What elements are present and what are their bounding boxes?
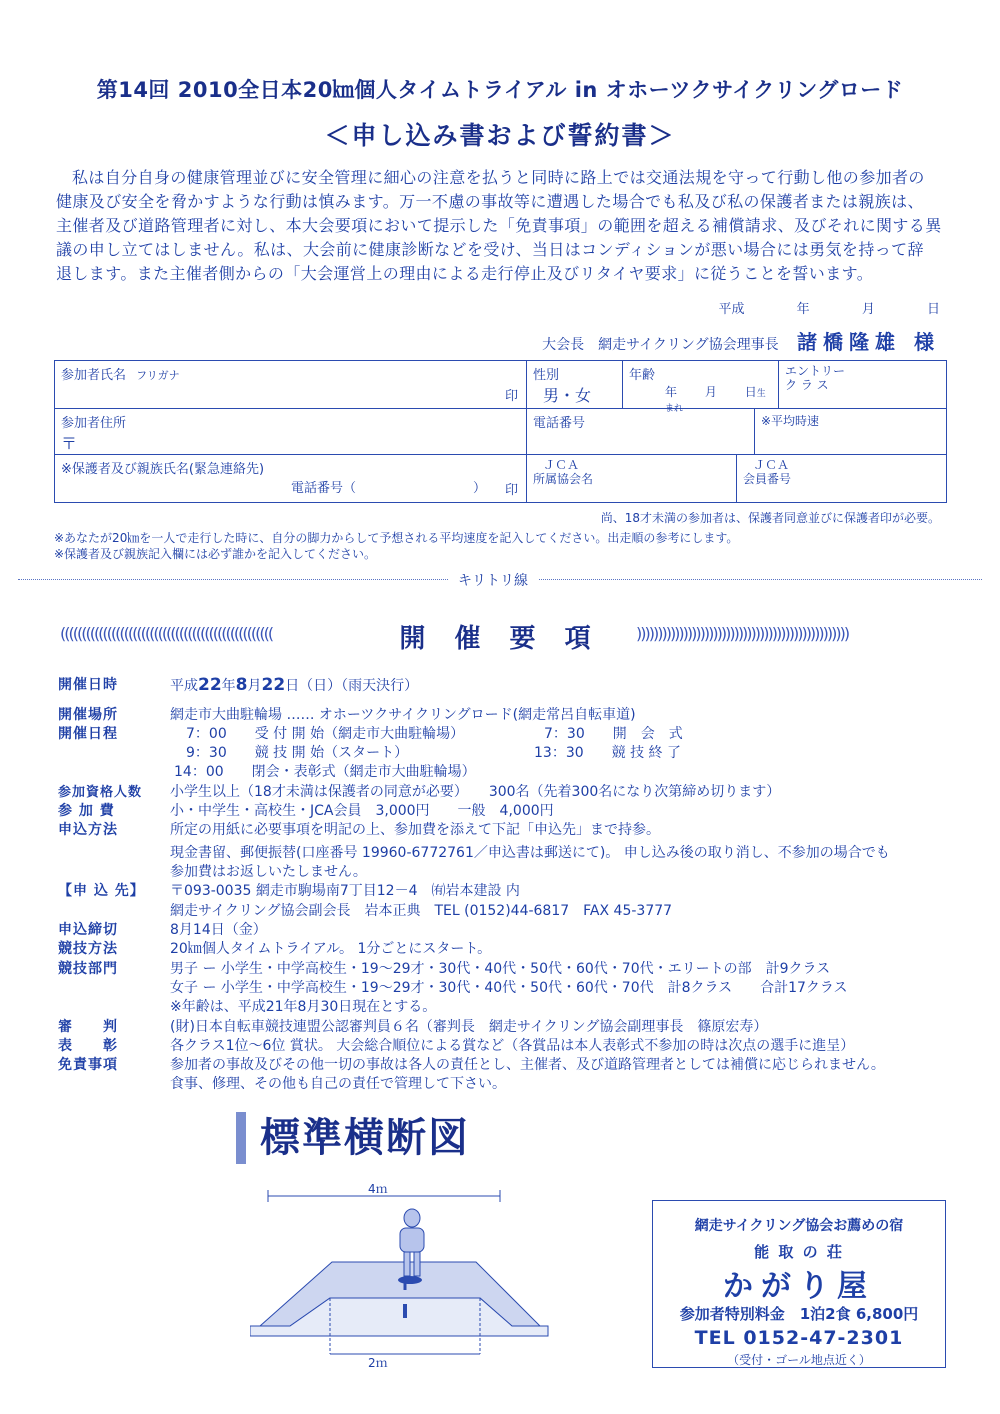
deadline-label: 申込締切: [58, 922, 118, 938]
birth-suffix: 生まれ: [665, 389, 766, 414]
month-label: 月: [861, 302, 875, 317]
date-label: 開催日時: [58, 677, 118, 693]
wave-decoration-left: ((((((((((((((((((((((((((((((((((((((((((((((((((: [60, 624, 273, 643]
category-age-note: ※年齢は、平成21年8月30日現在とする。: [170, 999, 437, 1015]
day-label: 日: [926, 302, 940, 317]
schedule-item: 14：00 閉会・表彰式（網走市大曲駐輪場）: [174, 764, 476, 780]
width-top-label: 4ｍ: [368, 1182, 388, 1196]
schedule-item: 13：30 競 技 終 了: [534, 745, 681, 761]
sex-field[interactable]: [527, 361, 623, 409]
date-line: [719, 298, 940, 317]
birth-month-label: 月: [704, 385, 717, 399]
jca-member-label: 会員番号: [743, 472, 792, 486]
date-month: 8: [235, 675, 248, 695]
address-label: 参加者住所: [61, 416, 127, 431]
birth-year-label: 年: [665, 385, 678, 399]
exemption-label: 免責事項: [58, 1057, 118, 1073]
fee-value: 小・中学生・高校生・JCA会員 3,000円 一般 4,000円: [170, 803, 554, 819]
category-women: 女子 ー 小学生・中学高校生・19～29才・30代・40代・50代・60代・70代 計8クラス 合計17クラス: [170, 980, 848, 996]
hotel-intro: 網走サイクリング協会お薦めの宿: [694, 1218, 904, 1234]
minor-note: 尚、18才未満の参加者は、保護者同意並びに保護者印が必要。: [600, 511, 940, 525]
entry-class-label-2: ク ラ ス: [785, 378, 829, 392]
sex-options: 男・女: [543, 386, 592, 405]
year-label: 年: [796, 302, 810, 317]
guardian-note: ※保護者及び親族記入欄には必ず誰かを記入してください。: [54, 547, 377, 561]
sex-label: 性別: [533, 368, 560, 383]
date-day: 22: [261, 675, 286, 695]
pledge-text: [56, 166, 946, 286]
schedule-label: 開催日程: [58, 726, 118, 742]
name-seal: 印: [504, 389, 518, 404]
pledge-line: 健康及び安全を脅かすような行動は慎みます。万一不慮の事故等に遭遇した場合でも私及び私の保護者または親族は、: [56, 192, 924, 211]
document-title: 第14回 2010全日本20㎞個人タイムトライアル in オホーツクサイクリングロード: [96, 78, 904, 102]
hotel-area: 能 取 の 荘: [754, 1243, 844, 1261]
pledge-line: 主催者及び道路管理者に対し、本大会要項において提示した「免責事項」の範囲を超える補償請求、及びそれに関する異: [56, 216, 942, 235]
category-men: 男子 ー 小学生・中学高校生・19～29才・30代・40代・50代・60代・70代・エリートの部 計9クラス: [170, 961, 831, 977]
destination-contact: 網走サイクリング協会副会長 岩本正典 TEL (0152)44-6817 FAX 45-3777: [170, 903, 673, 919]
date-year-unit: 年: [221, 678, 236, 694]
schedule-item: 9：30 競 技 開 始（スタート）: [186, 745, 409, 761]
age-field[interactable]: [623, 361, 779, 414]
schedule-item: 7：00 受 付 開 始（網走市大曲駐輪場）: [186, 726, 465, 742]
date-era: 平成: [170, 678, 198, 694]
qualification-value: 小学生以上（18才未満は保護者の同意が必要） 300名（先着300名になり次第締め切ります）: [170, 784, 781, 800]
postal-mark: 〒: [61, 434, 78, 453]
addressee-title: 大会長 網走サイクリング協会理事長: [542, 337, 779, 353]
entry-class-label: エントリー: [785, 364, 846, 378]
document-subtitle: ＜申し込み書および誓約書＞: [324, 121, 676, 150]
fee-label: 参 加 費: [58, 803, 115, 819]
application-form: [54, 360, 947, 503]
pledge-line: 議の申し立てはしません。私は、大会前に健康診断などを受け、当日はコンディションが悪い場合には勇気を持って辞: [56, 240, 924, 259]
award-label: 表 彰: [58, 1038, 118, 1054]
jca-assoc-label: 所属協会名: [533, 472, 594, 486]
place-value: 網走市大曲駐輪場 …… オホーツクサイクリングロード(網走常呂自転車道): [170, 707, 636, 723]
speed-note: ※あなたが20㎞を一人で走行した時に、自分の脚力からして予想される平均速度を記入してください。出走順の参考にします。: [54, 531, 739, 545]
place-label: 開催場所: [58, 707, 118, 723]
schedule-item: 7：30 開 会 式: [544, 726, 683, 742]
pledge-line: 退します。また主催者側からの「大会運営上の理由による走行停止及びリタイヤ要求」に従うことを誓います。: [56, 264, 874, 283]
phone-label: 電話番号: [533, 416, 586, 431]
hotel-phone: TEL 0152-47-2301: [694, 1327, 904, 1349]
section-heading: [0, 618, 1000, 652]
guardian-label: ※保護者及び親族氏名(緊急連絡先): [61, 462, 265, 477]
cut-line-label: キリトリ線: [448, 570, 538, 590]
date-year: 22: [198, 675, 222, 695]
category-label: 競技部門: [58, 961, 118, 977]
hotel-name: かがり屋: [723, 1269, 875, 1304]
destination-label: 【申 込 先】: [58, 883, 145, 899]
section-title: 開 催 要 項: [399, 624, 601, 654]
jca-label: ＪＣＡ: [753, 458, 790, 472]
apply-line: 所定の用紙に必要事項を明記の上、参加費を添えて下記「申込先」まで持参。: [170, 822, 660, 838]
award-value: 各クラス1位～6位 賞状。 大会総合順位による賞など（各賞品は本人表彰式不参加の時は次点の選手に進呈）: [170, 1038, 855, 1054]
avg-speed-label: ※平均時速: [761, 414, 820, 428]
addressee: [542, 326, 940, 355]
exemption-line: 食事、修理、その他も自己の責任で管理して下さい。: [170, 1076, 506, 1092]
guardian-field[interactable]: [55, 455, 527, 502]
name-label: 参加者氏名: [61, 368, 127, 383]
jca-label: ＪＣＡ: [543, 458, 580, 472]
phone-field[interactable]: [527, 409, 755, 455]
exemption-line: 参加者の事故及びその他一切の事故は各人の責任とし、主催者、及び道路管理者としては補償に応じられません。: [170, 1057, 885, 1073]
cross-section-diagram: [250, 1176, 550, 1376]
birth-day-label: 日: [744, 385, 757, 399]
width-bottom-label: 2ｍ: [368, 1356, 388, 1370]
addressee-name: 諸橋隆雄 様: [797, 330, 940, 354]
road-diagram: [250, 1176, 550, 1376]
avg-speed-field[interactable]: [755, 409, 946, 455]
destination-address: 〒093-0035 網走市駒場南7丁目12－4 ㈲岩本建設 内: [170, 883, 520, 899]
era-label: 平成: [718, 302, 745, 317]
date-value: [170, 676, 418, 696]
date-rest: 日（日）（雨天決行）: [285, 678, 419, 694]
apply-label: 申込方法: [58, 822, 118, 838]
qualification-label: 参加資格人数: [58, 785, 143, 800]
apply-line: 現金書留、郵便振替(口座番号 19960-6772761／申込書は郵送にて)。 申し込み後の取り消し、不参加の場合でも: [170, 845, 890, 861]
apply-line: 参加費はお返しいたしません。: [170, 864, 367, 880]
guardian-phone-label: 電話番号（ ）: [291, 481, 487, 496]
address-field[interactable]: [55, 409, 527, 455]
hotel-location-note: （受付・ゴール地点近く）: [727, 1353, 871, 1367]
pledge-line: 私は自分自身の健康管理並びに安全管理に細心の注意を払うと同時に路上では交通法規を守って行動し他の参加者の: [72, 168, 925, 187]
hotel-recommendation: [652, 1200, 946, 1368]
entry-class-field[interactable]: [779, 361, 946, 409]
age-label: 年齢: [629, 368, 656, 383]
judge-label: 審 判: [58, 1019, 118, 1035]
date-month-unit: 月: [247, 678, 262, 694]
jca-member-field[interactable]: [737, 455, 946, 502]
method-label: 競技方法: [58, 941, 118, 957]
judge-value: (財)日本自転車競技連盟公認審判員６名（審判長 網走サイクリング協会副理事長 篠原宏寿）: [170, 1019, 768, 1035]
cross-section-title: 標準横断図: [236, 1112, 470, 1164]
guardian-seal: 印: [504, 483, 518, 498]
deadline-value: 8月14日（金）: [170, 922, 267, 938]
jca-assoc-field[interactable]: [527, 455, 737, 502]
furigana-label: フリガナ: [136, 369, 180, 382]
hotel-price: 参加者特別料金 1泊2食 6,800円: [679, 1305, 919, 1323]
method-value: 20㎞個人タイムトライアル。 1分ごとにスタート。: [170, 941, 492, 957]
name-field[interactable]: [55, 361, 527, 409]
wave-decoration-right: )))))))))))))))))))))))))))))))))))))))))))))))))): [636, 624, 849, 643]
